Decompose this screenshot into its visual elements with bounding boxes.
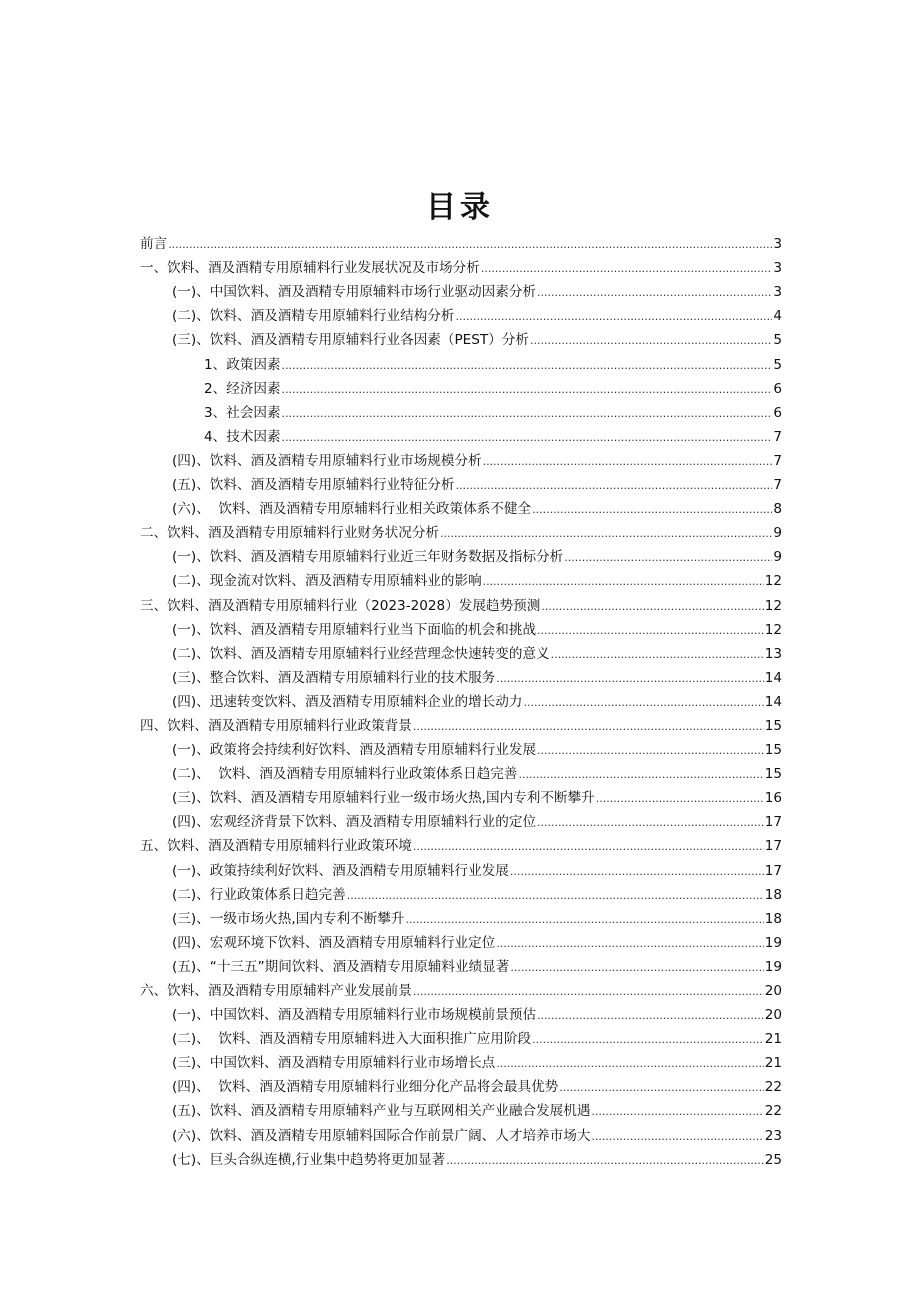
toc-entry[interactable] xyxy=(140,543,782,567)
toc-entry-text: 4、技术因素 xyxy=(204,428,281,445)
toc-entry[interactable] xyxy=(140,881,782,905)
toc-entry[interactable] xyxy=(140,350,782,374)
toc-entry[interactable] xyxy=(140,519,782,543)
toc-entry[interactable] xyxy=(140,423,782,447)
toc-entry-text: 一、饮料、酒及酒精专用原辅料行业发展状况及市场分析 xyxy=(140,260,480,277)
toc-leader-dots xyxy=(481,264,773,274)
toc-entry[interactable] xyxy=(140,375,782,399)
toc-page-number: 6 xyxy=(773,380,782,397)
toc-entry[interactable] xyxy=(140,302,782,326)
toc-entry[interactable] xyxy=(140,808,782,832)
toc-entry-text: (四)、迅速转变饮料、酒及酒精专用原辅料企业的增长动力 xyxy=(172,693,523,710)
toc-entry-text: (二)、饮料、酒及酒精专用原辅料行业结构分析 xyxy=(172,308,455,325)
toc-entry[interactable] xyxy=(140,591,782,615)
toc-entry-text: (三)、饮料、酒及酒精专用原辅料行业各因素（PEST）分析 xyxy=(172,332,529,349)
toc-leader-dots xyxy=(532,1035,764,1045)
toc-entry[interactable] xyxy=(140,1146,782,1170)
toc-leader-dots xyxy=(510,867,764,877)
toc-page-number: 18 xyxy=(764,886,782,903)
toc-entry-text: (一)、饮料、酒及酒精专用原辅料行业近三年财务数据及指标分析 xyxy=(172,549,564,566)
toc-entry-text: (二)、行业政策体系日趋完善 xyxy=(172,886,346,903)
toc-page-number: 17 xyxy=(764,814,782,831)
toc-page-number: 19 xyxy=(764,958,782,975)
toc-page-number: 17 xyxy=(764,862,782,879)
toc-leader-dots xyxy=(496,674,763,684)
toc-entry-text: 六、饮料、酒及酒精专用原辅料产业发展前景 xyxy=(140,983,412,999)
toc-entry-text: (一)、中国饮料、酒及酒精专用原辅料市场行业驱动因素分析 xyxy=(172,284,537,301)
toc-leader-dots xyxy=(530,336,772,346)
toc-leader-dots xyxy=(483,457,773,467)
toc-entry-text: 二、饮料、酒及酒精专用原辅料行业财务状况分析 xyxy=(140,525,440,542)
toc-leader-dots xyxy=(564,553,772,563)
toc-page-number: 13 xyxy=(764,645,782,662)
toc-entry[interactable] xyxy=(140,688,782,712)
toc-leader-dots xyxy=(282,385,773,395)
toc-leader-dots xyxy=(413,987,764,997)
toc-entry-text: (四)、饮料、酒及酒精专用原辅料行业市场规模分析 xyxy=(172,452,482,469)
toc-page-number: 12 xyxy=(764,597,782,614)
toc-entry-text: 2、经济因素 xyxy=(204,380,281,397)
toc-entry[interactable] xyxy=(140,1025,782,1049)
toc-entry[interactable] xyxy=(140,399,782,423)
toc-leader-dots xyxy=(405,915,763,925)
toc-leader-dots xyxy=(537,1011,764,1021)
toc-entry-text: (七)、巨头合纵连横,行业集中趋势将更加显著 xyxy=(172,1151,446,1168)
toc-entry[interactable] xyxy=(140,736,782,760)
toc-page-number: 15 xyxy=(764,717,782,734)
toc-entry[interactable] xyxy=(140,832,782,856)
toc-entry-text: (三)、整合饮料、酒及酒精专用原辅料行业的技术服务 xyxy=(172,669,496,686)
toc-entry-text: (六)、饮料、酒及酒精专用原辅料国际合作前景广阔、人才培养市场大 xyxy=(172,1127,591,1144)
toc-leader-dots xyxy=(532,505,772,515)
toc-page-number: 23 xyxy=(764,1127,782,1144)
toc-page-number: 14 xyxy=(764,669,782,686)
toc-entry-text: (一)、中国饮料、酒及酒精专用原辅料行业市场规模前景预估 xyxy=(172,1007,537,1024)
toc-page-number: 3 xyxy=(773,284,782,301)
toc-page-number: 12 xyxy=(764,621,782,638)
toc-page-number: 15 xyxy=(764,766,782,783)
toc-page-number: 14 xyxy=(764,693,782,710)
toc-entry-text: 四、饮料、酒及酒精专用原辅料行业政策背景 xyxy=(140,717,412,734)
toc-page-number: 12 xyxy=(764,573,782,590)
toc-entry-text: (五)、饮料、酒及酒精专用原辅料产业与互联网相关产业融合发展机遇 xyxy=(172,1103,591,1120)
toc-page-number: 6 xyxy=(773,404,782,421)
toc-leader-dots xyxy=(537,818,764,828)
toc-entry[interactable] xyxy=(140,230,782,254)
toc-title: 目录 xyxy=(426,190,494,225)
table-of-contents xyxy=(140,230,782,1170)
toc-leader-dots xyxy=(347,891,764,901)
toc-entry-text: (一)、政策将会持续利好饮料、酒及酒精专用原辅料行业发展 xyxy=(172,742,537,759)
toc-leader-dots xyxy=(541,602,763,612)
toc-leader-dots xyxy=(413,842,764,852)
toc-entry-text: (五)、饮料、酒及酒精专用原辅料行业特征分析 xyxy=(172,477,455,494)
toc-entry-text: 三、饮料、酒及酒精专用原辅料行业（2023-2028）发展趋势预测 xyxy=(140,597,541,614)
toc-entry[interactable] xyxy=(140,1001,782,1025)
toc-entry[interactable] xyxy=(140,977,782,1001)
toc-entry[interactable] xyxy=(140,905,782,929)
toc-entry[interactable] xyxy=(140,760,782,784)
toc-entry-text: 1、政策因素 xyxy=(204,356,281,373)
toc-entry[interactable] xyxy=(140,929,782,953)
toc-entry-text: 前言 xyxy=(140,236,168,253)
toc-leader-dots xyxy=(282,409,773,419)
toc-entry[interactable] xyxy=(140,1073,782,1097)
toc-entry[interactable] xyxy=(140,326,782,350)
toc-page-number: 15 xyxy=(764,742,782,759)
toc-leader-dots xyxy=(591,1107,763,1117)
toc-entry[interactable] xyxy=(140,1049,782,1073)
toc-entry[interactable] xyxy=(140,640,782,664)
toc-entry-text: (三)、一级市场火热,国内专利不断攀升 xyxy=(172,910,405,927)
toc-entry-text: (三)、饮料、酒及酒精专用原辅料行业一级市场火热,国内专利不断攀升 xyxy=(172,790,595,807)
toc-entry[interactable] xyxy=(140,1097,782,1121)
toc-entry[interactable] xyxy=(140,953,782,977)
toc-page-number: 19 xyxy=(764,934,782,951)
toc-page-number: 3 xyxy=(773,236,782,253)
toc-page-number: 16 xyxy=(764,790,782,807)
toc-leader-dots xyxy=(282,361,773,371)
toc-leader-dots xyxy=(413,722,764,732)
toc-entry-text: (二)、饮料、酒及酒精专用原辅料行业经营理念快速转变的意义 xyxy=(172,645,550,662)
toc-page-number: 21 xyxy=(764,1031,782,1048)
toc-page-number: 7 xyxy=(773,452,782,469)
toc-page-number: 9 xyxy=(773,525,782,542)
toc-page-number: 3 xyxy=(773,260,782,277)
toc-page-number: 7 xyxy=(773,477,782,494)
toc-page-number: 8 xyxy=(773,501,782,518)
toc-page-number: 18 xyxy=(764,910,782,927)
toc-entry[interactable] xyxy=(140,616,782,640)
toc-leader-dots xyxy=(537,626,764,636)
toc-entry[interactable] xyxy=(140,664,782,688)
toc-page-number: 20 xyxy=(764,1007,782,1024)
toc-entry[interactable] xyxy=(140,495,782,519)
toc-leader-dots xyxy=(559,1083,763,1093)
toc-entry[interactable] xyxy=(140,278,782,302)
toc-entry-text: (三)、中国饮料、酒及酒精专用原辅料行业市场增长点 xyxy=(172,1055,496,1072)
toc-page-number: 9 xyxy=(773,549,782,566)
toc-page-number: 25 xyxy=(764,1151,782,1168)
toc-leader-dots xyxy=(282,433,773,443)
toc-entry[interactable] xyxy=(140,856,782,880)
toc-entry-text: 3、社会因素 xyxy=(204,404,281,421)
toc-page-number: 22 xyxy=(764,1103,782,1120)
toc-leader-dots xyxy=(496,939,763,949)
toc-entry-text: 五、饮料、酒及酒精专用原辅料行业政策环境 xyxy=(140,838,412,855)
toc-entry-text: (四)、宏观环境下饮料、酒及酒精专用原辅料行业定位 xyxy=(172,934,496,951)
toc-entry[interactable] xyxy=(140,567,782,591)
toc-entry-text: (四)、 饮料、酒及酒精专用原辅料行业细分化产品将会最具优势 xyxy=(172,1079,559,1096)
toc-entry[interactable] xyxy=(140,712,782,736)
toc-leader-dots xyxy=(551,650,764,660)
toc-entry[interactable] xyxy=(140,471,782,495)
toc-entry-text: (一)、饮料、酒及酒精专用原辅料行业当下面临的机会和挑战 xyxy=(172,621,537,638)
toc-page-number: 21 xyxy=(764,1055,782,1072)
toc-entry-text: (二)、现金流对饮料、酒及酒精专用原辅料业的影响 xyxy=(172,573,482,590)
toc-leader-dots xyxy=(168,240,772,250)
toc-entry[interactable] xyxy=(140,447,782,471)
toc-leader-dots xyxy=(483,577,764,587)
toc-leader-dots xyxy=(446,1156,763,1166)
toc-leader-dots xyxy=(440,529,772,539)
toc-entry[interactable] xyxy=(140,784,782,808)
toc-leader-dots xyxy=(537,746,764,756)
toc-leader-dots xyxy=(519,770,764,780)
toc-entry-text: (四)、宏观经济背景下饮料、酒及酒精专用原辅料行业的定位 xyxy=(172,814,537,831)
toc-entry[interactable] xyxy=(140,254,782,278)
toc-entry-text: (六)、 饮料、酒及酒精专用原辅料行业相关政策体系不健全 xyxy=(172,501,532,518)
toc-page-number: 5 xyxy=(773,332,782,349)
toc-page-number: 7 xyxy=(773,428,782,445)
toc-leader-dots xyxy=(537,288,772,298)
toc-leader-dots xyxy=(510,963,763,973)
toc-page-number: 5 xyxy=(773,356,782,373)
toc-entry[interactable] xyxy=(140,1121,782,1145)
toc-page-number: 4 xyxy=(773,308,782,325)
toc-page-number: 20 xyxy=(764,983,782,999)
toc-page-number: 17 xyxy=(764,838,782,855)
toc-entry-text: (二)、 饮料、酒及酒精专用原辅料行业政策体系日趋完善 xyxy=(172,766,518,783)
toc-leader-dots xyxy=(455,312,772,322)
toc-entry-text: (一)、政策持续利好饮料、酒及酒精专用原辅料行业发展 xyxy=(172,862,509,879)
toc-page-number: 22 xyxy=(764,1079,782,1096)
toc-leader-dots xyxy=(496,1059,763,1069)
toc-entry-text: (二)、 饮料、酒及酒精专用原辅料进入大面积推广应用阶段 xyxy=(172,1031,532,1048)
toc-leader-dots xyxy=(455,481,772,491)
toc-entry-text: (五)、“十三五”期间饮料、酒及酒精专用原辅料业绩显著 xyxy=(172,958,510,975)
toc-leader-dots xyxy=(591,1132,763,1142)
toc-leader-dots xyxy=(523,698,763,708)
toc-leader-dots xyxy=(596,794,764,804)
